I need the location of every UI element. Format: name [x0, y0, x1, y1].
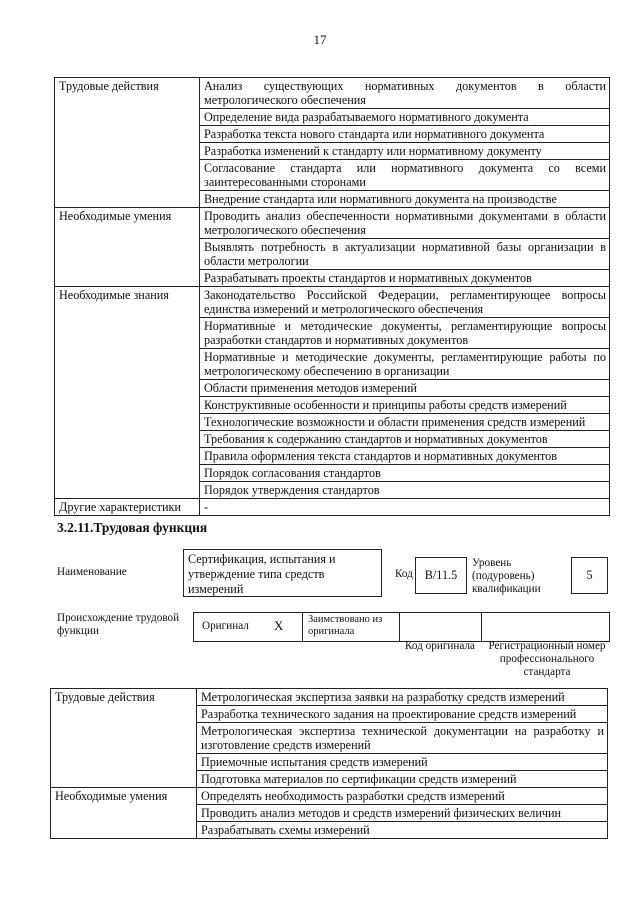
- row-item: Внедрение стандарта или нормативного документа на производстве: [200, 191, 610, 208]
- row-item: Разработка изменений к стандарту или нормативному документу: [200, 143, 610, 160]
- row-item: Анализ существующих нормативных документов в области метрологического обеспечения: [200, 78, 610, 109]
- table-row: [55, 208, 610, 239]
- row-group-label: Трудовые действия: [51, 689, 197, 788]
- row-item: Технологические возможности и области применения средств измерений: [200, 414, 610, 431]
- borrowed-cell: [302, 613, 399, 641]
- function-name-box: Сертификация, испытания и утверждение типа средств измерений: [183, 549, 382, 597]
- row-item: Приемочные испытания средств измерений: [197, 754, 608, 771]
- row-item: Нормативные и методические документы, регламентирующие работы по метрологическому обеспечению в организации: [200, 349, 610, 380]
- original-cell: [193, 613, 302, 641]
- labor-function-b115-table: [50, 688, 608, 839]
- row-item: Разрабатывать схемы измерений: [197, 822, 608, 839]
- row-item: Правила оформления текста стандартов и нормативных документов: [200, 448, 610, 465]
- row-item: Порядок утверждения стандартов: [200, 482, 610, 499]
- kod-value: B/11.5: [424, 568, 458, 582]
- original-mark: X: [274, 618, 284, 633]
- row-group-label: Необходимые умения: [55, 208, 200, 287]
- reg-number-cell: [481, 613, 609, 641]
- section-title: 3.2.11.Трудовая функция: [57, 520, 208, 535]
- row-item: Выявлять потребность в актуализации нормативной базы организации в области метрологии: [200, 239, 610, 270]
- row-item: Области применения методов измерений: [200, 380, 610, 397]
- labor-function-details-table: [54, 77, 610, 516]
- row-item: Проводить анализ обеспеченности нормативными документами в области метрологического обеспечения: [200, 208, 610, 239]
- row-item: Разработка текста нового стандарта или нормативного документа: [200, 126, 610, 143]
- table-row: [55, 499, 610, 516]
- row-item: Порядок согласования стандартов: [200, 465, 610, 482]
- row-item: -: [200, 499, 610, 516]
- row-item: Метрологическая экспертиза заявки на разработку средств измерений: [197, 689, 608, 706]
- kod-originala-label: Код оригинала: [405, 640, 476, 652]
- kod-originala-cell: [399, 613, 481, 641]
- row-item: Определение вида разрабатываемого нормативного документа: [200, 109, 610, 126]
- row-group-label: Необходимые знания: [55, 287, 200, 499]
- kod-value-box: [415, 557, 467, 594]
- origin-row: [193, 612, 610, 642]
- row-item: Проводить анализ методов и средств измерений физических величин: [197, 805, 608, 822]
- row-item: Метрологическая экспертиза технической документации на разработку и изготовление средств измерений: [197, 723, 608, 754]
- row-item: Подготовка материалов по сертификации средств измерений: [197, 771, 608, 788]
- borrowed-label: Заимствовано из оригинала: [308, 614, 383, 637]
- table-row: [51, 689, 608, 706]
- row-item: Конструктивные особенности и принципы работы средств измерений: [200, 397, 610, 414]
- original-label: Оригинал: [202, 620, 249, 632]
- page-number: 17: [313, 32, 327, 47]
- level-value: 5: [586, 568, 593, 582]
- table-row: [55, 78, 610, 109]
- naimenovanie-label: Наименование: [57, 566, 127, 578]
- row-group-label: Другие характеристики: [55, 499, 200, 516]
- origin-label: Происхождение трудовой функции: [57, 612, 180, 637]
- row-item: Законодательство Российской Федерации, регламентирующее вопросы единства измерений и метрологического обеспечения: [200, 287, 610, 318]
- row-group-label: Необходимые умения: [51, 788, 197, 839]
- row-item: Требования к содержанию стандартов и нормативных документов: [200, 431, 610, 448]
- level-label: Уровень (подуровень) квалификации: [472, 557, 541, 595]
- row-item: Определять необходимость разработки средств измерений: [197, 788, 608, 805]
- reg-number-label: Регистрационный номер профессионального стандарта: [488, 640, 606, 678]
- kod-label: Код: [395, 568, 413, 580]
- table-row: [51, 788, 608, 805]
- row-item: Разработка технического задания на проектирование средств измерений: [197, 706, 608, 723]
- row-group-label: Трудовые действия: [55, 78, 200, 208]
- table-row: [55, 287, 610, 318]
- level-value-box: [571, 557, 608, 594]
- row-item: Разрабатывать проекты стандартов и нормативных документов: [200, 270, 610, 287]
- row-item: Согласование стандарта или нормативного документа со всеми заинтересованными сторонами: [200, 160, 610, 191]
- row-item: Нормативные и методические документы, регламентирующие вопросы разработки стандартов и нормативных документов: [200, 318, 610, 349]
